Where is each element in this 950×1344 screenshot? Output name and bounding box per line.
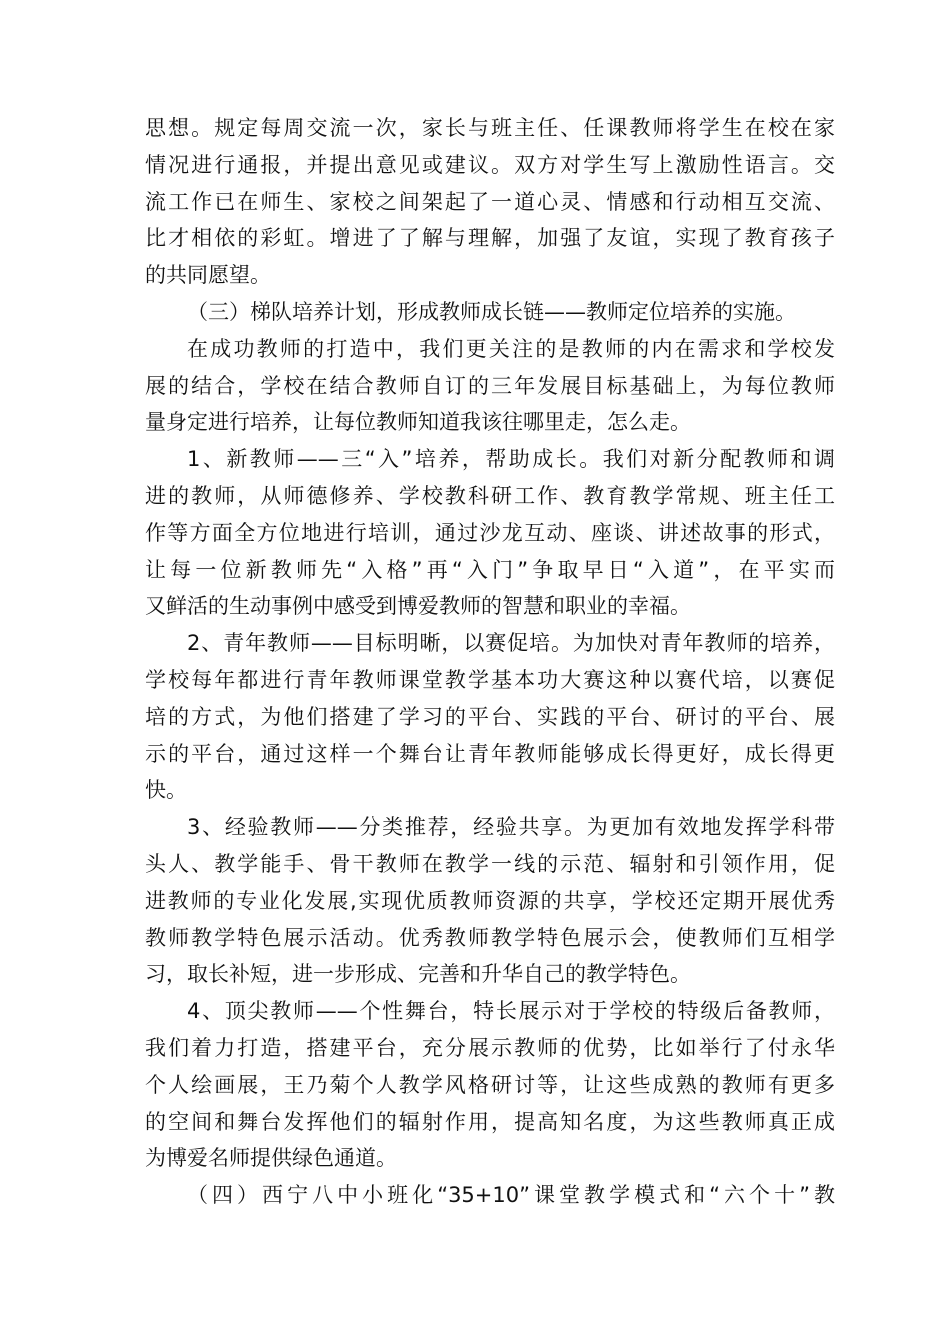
text-line: 的共同愿望。 xyxy=(145,263,271,288)
text-line: 头人、教学能手、骨干教师在教学一线的示范、辐射和引领作用，促 xyxy=(145,851,835,876)
text-line: 教师教学特色展示活动。优秀教师教学特色展示会，使教师们互相学 xyxy=(145,925,835,950)
text-line: 的空间和舞台发挥他们的辐射作用，提高知名度，为这些教师真正成 xyxy=(145,1109,835,1134)
text-line: 3、经验教师——分类推荐，经验共享。为更加有效地发挥学科带 xyxy=(187,815,835,840)
text-line: （三）梯队培养计划，形成教师成长链——教师定位培养的实施。 xyxy=(187,299,796,324)
text-line: 2、青年教师——目标明晰，以赛促培。为加快对青年教师的培养， xyxy=(187,631,835,656)
text-line: 情况进行通报，并提出意见或建议。双方对学生写上激励性语言。交 xyxy=(145,152,835,177)
text-line: 我们着力打造，搭建平台，充分展示教师的优势，比如举行了付永华 xyxy=(145,1035,835,1060)
text-line: 学校每年都进行青年教师课堂教学基本功大赛这种以赛代培，以赛促 xyxy=(145,667,835,692)
text-line: （四）西宁八中小班化“35+10”课堂教学模式和“六个十”教 xyxy=(187,1183,835,1208)
text-line: 让每一位新教师先“入格”再“入门”争取早日“入道”，在平实而 xyxy=(145,557,835,582)
document-body xyxy=(145,110,835,1214)
text-line: 在成功教师的打造中，我们更关注的是教师的内在需求和学校发 xyxy=(187,336,835,361)
text-line: 习，取长补短，进一步形成、完善和升华自己的教学特色。 xyxy=(145,962,691,987)
text-line: 比才相依的彩虹。增进了了解与理解，加强了友谊，实现了教育孩子 xyxy=(145,226,835,251)
text-line: 展的结合，学校在结合教师自订的三年发展目标基础上，为每位教师 xyxy=(145,373,835,398)
text-line: 进的教师，从师德修养、学校教科研工作、教育教学常规、班主任工 xyxy=(145,483,835,508)
text-line: 个人绘画展，王乃菊个人教学风格研讨等，让这些成熟的教师有更多 xyxy=(145,1072,835,1097)
text-line: 进教师的专业化发展,实现优质教师资源的共享，学校还定期开展优秀 xyxy=(145,888,835,913)
text-line: 快。 xyxy=(145,778,187,803)
text-line: 示的平台，通过这样一个舞台让青年教师能够成长得更好，成长得更 xyxy=(145,741,835,766)
text-line: 培的方式，为他们搭建了学习的平台、实践的平台、研讨的平台、展 xyxy=(145,704,835,729)
text-line: 流工作已在师生、家校之间架起了一道心灵、情感和行动相互交流、 xyxy=(145,189,835,214)
text-line: 又鲜活的生动事例中感受到博爱教师的智慧和职业的幸福。 xyxy=(145,594,691,619)
text-line: 为博爱名师提供绿色通道。 xyxy=(145,1146,397,1171)
text-line: 量身定进行培养，让每位教师知道我该往哪里走，怎么走。 xyxy=(145,410,691,435)
text-line: 4、顶尖教师——个性舞台，特长展示对于学校的特级后备教师， xyxy=(187,999,835,1024)
text-line: 作等方面全方位地进行培训，通过沙龙互动、座谈、讲述故事的形式， xyxy=(145,520,835,545)
text-line: 思想。规定每周交流一次，家长与班主任、任课教师将学生在校在家 xyxy=(145,116,835,140)
text-line: 1、新教师——三“入”培养，帮助成长。我们对新分配教师和调 xyxy=(187,447,835,472)
